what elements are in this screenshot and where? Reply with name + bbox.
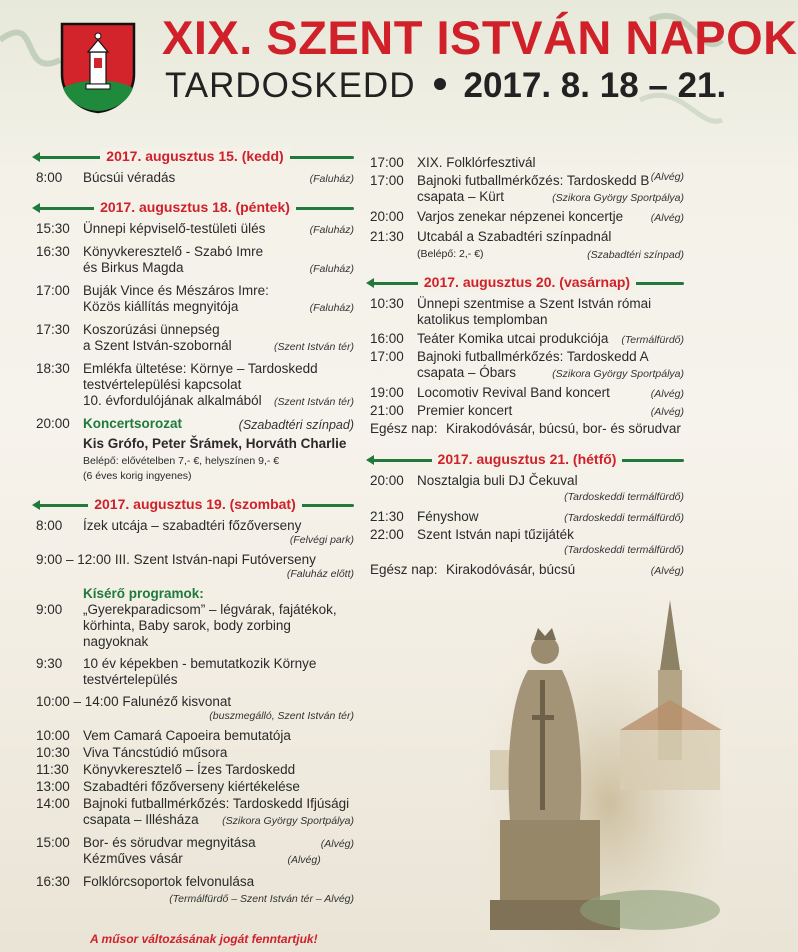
event-row: 16:30 Könyvkeresztelő - Szabó Imre (Faluház) és Birkus Magda	[36, 244, 354, 275]
event-row: 10:00 – 14:00 Falunéző kisvonat (buszmegálló, Szent István tér)	[36, 694, 354, 722]
event-row: 10:30 Ünnepi szentmise a Szent István római katolikus templomban	[370, 296, 652, 327]
event-row: 14:00 Bajnoki futballmérkőzés: Tardoskedd Ifjúsági (Szikora György Sportpálya) csapata – Illésháza	[36, 796, 354, 827]
day-heading-aug19: 2017. augusztus 19. (szombat)	[36, 496, 354, 518]
event-row: 15:30 (Faluház) Ünnepi képviselő-testületi ülés	[36, 221, 354, 236]
event-row: 17:30 Koszorúzási ünnepség (Szent István tér) a Szent István-szobornál	[36, 322, 354, 353]
event-row: 17:00 Bajnoki futballmérkőzés: Tardoskedd A (Szikora György Sportpálya) csapata – Óbars	[370, 349, 684, 380]
event-row: 19:00 (Alvég) Locomotiv Revival Band koncert	[370, 385, 684, 400]
page-title: XIX. SZENT ISTVÁN NAPOK	[162, 11, 798, 64]
event-row: 17:00 Bajnoki futballmérkőzés: Tardoskedd B (Szikora György Sportpálya) csapata – Kürt	[370, 173, 684, 204]
event-row: Egész nap: (Alvég) Kirakodóvásár, búcsú	[370, 562, 684, 577]
subtitle	[165, 66, 726, 106]
event-row: 20:00 (Alvég) Varjos zenekar népzenei koncertje	[370, 209, 684, 224]
day-heading-aug18: 2017. augusztus 18. (péntek)	[36, 199, 354, 221]
event-row: 10:00 Vem Camará Capoeira bemutatója	[36, 728, 291, 743]
event-row: 21:30 Utcabál a Szabadtéri színpadnál (Szabadtéri színpad) (Belépő: 2,- €)	[370, 229, 684, 261]
left-column	[36, 148, 354, 905]
program-change-note: A műsor változásának jogát fenntartjuk!	[90, 932, 318, 946]
event-row: 17:00 XIX. Folklórfesztivál (Alvég)	[370, 155, 684, 183]
event-row: 22:00 Szent István napi tűzijáték (Tardoskeddi termálfürdő)	[370, 527, 684, 556]
event-row: 8:00 (Faluház) Búcsúi véradás	[36, 170, 354, 185]
event-row: Egész nap: Kirakodóvásár, búcsú, bor- és sörudvar	[370, 421, 681, 436]
bullet-dot	[434, 78, 446, 90]
right-column	[370, 155, 684, 579]
day-heading-aug21: 2017. augusztus 21. (hétfő)	[370, 451, 684, 473]
side-programs-title: Kísérő programok:	[83, 586, 204, 601]
day-heading-aug15: 2017. augusztus 15. (kedd)	[36, 148, 354, 170]
event-row: 8:00 Ízek utcája – szabadtéri főzőverseny (Felvégi park)	[36, 518, 354, 546]
event-row: 18:30 Emlékfa ültetése: Környe – Tardoskedd testvértelepülési kapcsolat (Szent István tér) 10. évfordulójának alkalmából	[36, 361, 354, 408]
event-row: 10:30 Viva Táncstúdió műsora	[36, 745, 228, 760]
event-row: 13:00 Szabadtéri főzőverseny kiértékelése	[36, 779, 300, 794]
event-row: 9:00 „Gyerekparadicsom” – légvárak, fajátékok, körhinta, Baby sarok, body zorbing nagyoknak	[36, 602, 337, 649]
event-row: 20:00 Nosztalgia buli DJ Čekuval (Tardoskeddi termálfürdő)	[370, 473, 684, 503]
town-name: TARDOSKEDD	[165, 66, 416, 105]
day-heading-aug20: 2017. augusztus 20. (vasárnap)	[370, 274, 684, 296]
event-row: 15:00 (Alvég) Bor- és sörudvar megnyitása (Alvég) Kézműves vásár	[36, 835, 354, 866]
event-row: 21:00 (Alvég) Premier koncert	[370, 403, 684, 418]
event-detail: Kis Grófo, Peter Šrámek, Horváth Charlie	[83, 436, 347, 451]
event-row: 9:30 10 év képekben - bemutatkozik Környe testvértelepülés	[36, 656, 317, 687]
event-detail: (6 éves korig ingyenes)	[83, 470, 192, 482]
event-row: 9:00 – 12:00 III. Szent István-napi Futóverseny (Faluház előtt)	[36, 552, 354, 580]
event-row-concert: 20:00 (Szabadtéri színpad) Koncertsorozat	[36, 416, 354, 432]
event-row: 17:00 Buják Vince és Mészáros Imre: (Faluház) Közös kiállítás megnyitója	[36, 283, 354, 314]
event-detail: Belépő: elővételben 7,- €, helyszínen 9,- €	[83, 455, 280, 467]
event-row: 16:30 Folklórcsoportok felvonulása (Termálfürdő – Szent István tér – Alvég)	[36, 874, 354, 905]
event-row: 16:00 (Termálfürdő) Teáter Komika utcai produkciója	[370, 331, 684, 346]
event-row: 11:30 Könyvkeresztelő – Ízes Tardoskedd	[36, 762, 296, 777]
coat-of-arms-logo	[60, 22, 136, 114]
event-row: 21:30 (Tardoskeddi termálfürdő) Fényshow	[370, 509, 684, 524]
saint-stephen-statue-image	[470, 580, 722, 952]
date-range: 2017. 8. 18 – 21.	[463, 66, 727, 105]
